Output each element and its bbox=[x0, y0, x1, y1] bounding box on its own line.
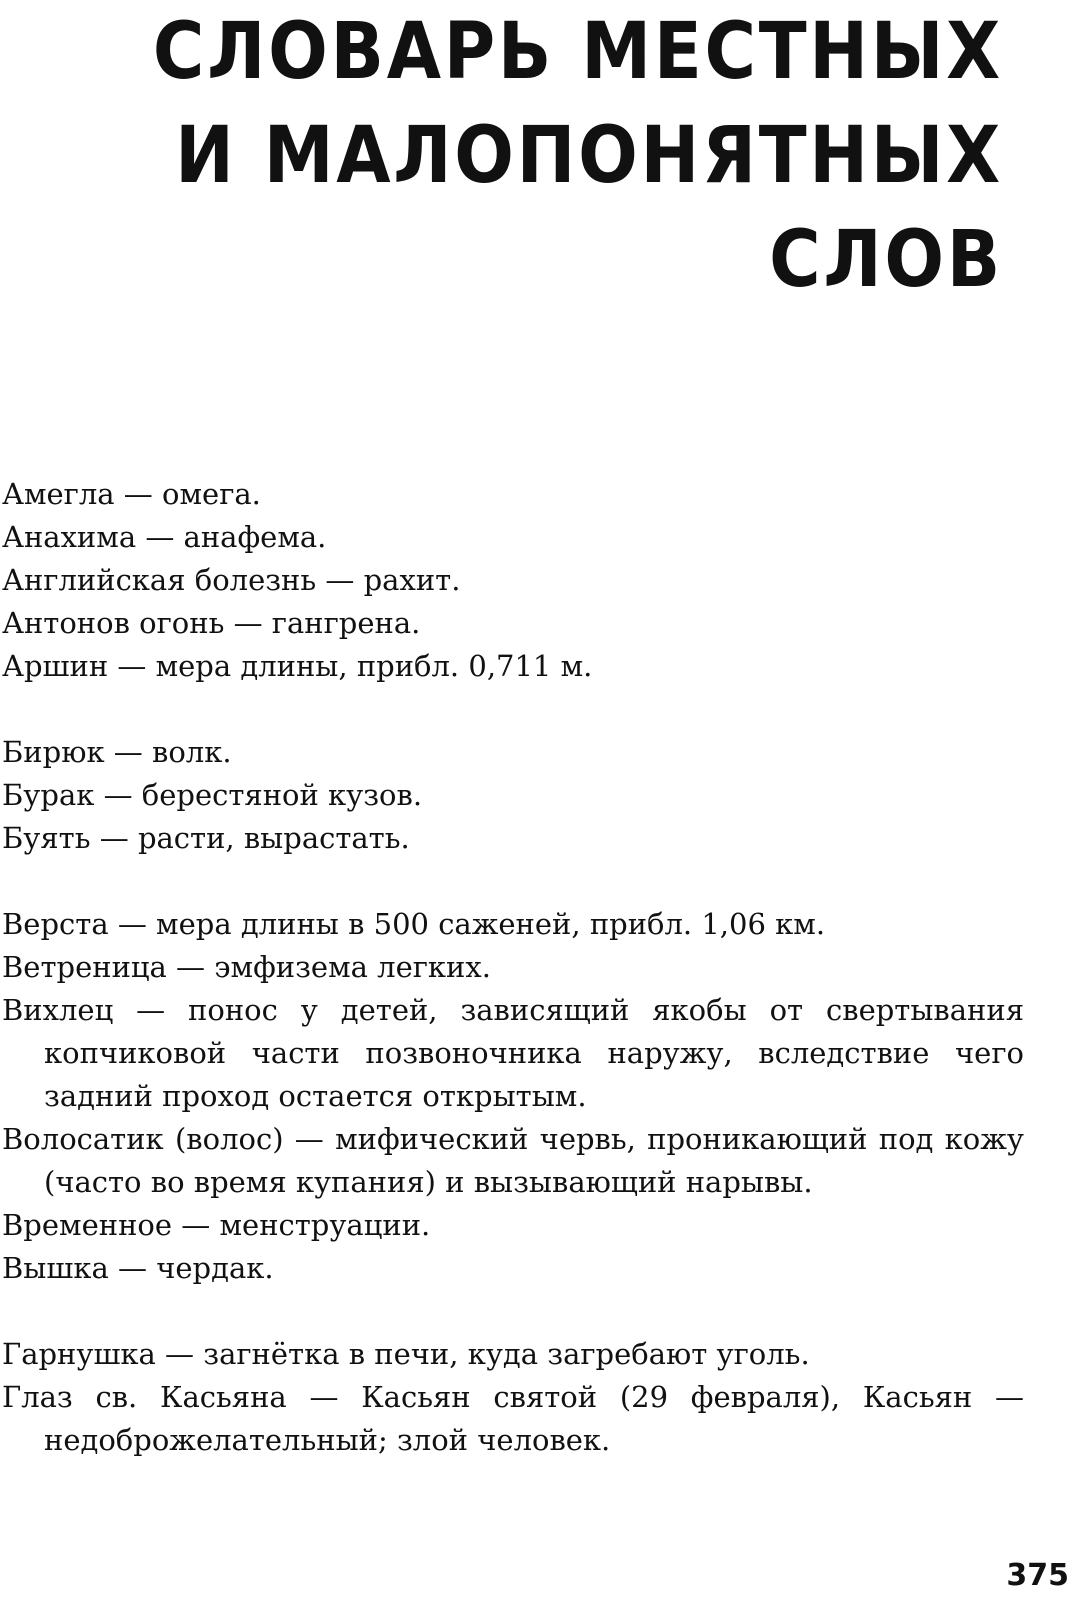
glossary-entry: Бирюк — волк. bbox=[2, 735, 232, 769]
title-line-2: И МАЛОПОНЯТНЫХ СЛОВ bbox=[175, 111, 1003, 305]
glossary-entry: Вышка — чердак. bbox=[2, 1251, 274, 1285]
glossary-entry: Буять — расти, вырастать. bbox=[2, 821, 410, 855]
glossary-entry: Гарнушка — загнётка в печи, куда загребают уголь. bbox=[2, 1337, 810, 1371]
glossary-entry: Амегла — омега. bbox=[2, 477, 261, 511]
glossary-entry: Бурак — берестяной кузов. bbox=[2, 778, 423, 812]
glossary-entry: Волосатик (волос) — мифический червь, проникающий под кожу (часто во время купания) и вызывающий нарывы. bbox=[2, 1122, 1024, 1199]
page-title bbox=[100, 0, 1003, 312]
letter-group-b bbox=[2, 731, 1024, 860]
glossary-entry: Временное — менструации. bbox=[2, 1208, 431, 1242]
letter-group-g bbox=[2, 1333, 1024, 1462]
page-number: 375 bbox=[1006, 1558, 1069, 1593]
glossary-entry: Английская болезнь — рахит. bbox=[2, 563, 461, 597]
glossary-entries bbox=[2, 473, 1024, 1462]
glossary-entry: Ветреница — эмфизема легких. bbox=[2, 950, 491, 984]
letter-group-v bbox=[2, 903, 1024, 1290]
glossary-entry: Антонов огонь — гангрена. bbox=[2, 606, 421, 640]
glossary-entry: Вихлец — понос у детей, зависящий якобы от свертывания копчиковой части позвоночника наружу, вследствие чего задний проход остается открытым. bbox=[2, 993, 1024, 1113]
glossary-entry: Глаз св. Касьяна — Касьян святой (29 февраля), Касьян — недоброжелательный; злой человек. bbox=[2, 1380, 1024, 1457]
glossary-entry: Анахима — анафема. bbox=[2, 520, 327, 554]
title-line-1: СЛОВАРЬ МЕСТНЫХ bbox=[152, 7, 1004, 97]
glossary-entry: Верста — мера длины в 500 саженей, прибл. 1,06 км. bbox=[2, 907, 826, 941]
letter-group-a bbox=[2, 473, 1024, 688]
glossary-entry: Аршин — мера длины, прибл. 0,711 м. bbox=[2, 649, 593, 683]
